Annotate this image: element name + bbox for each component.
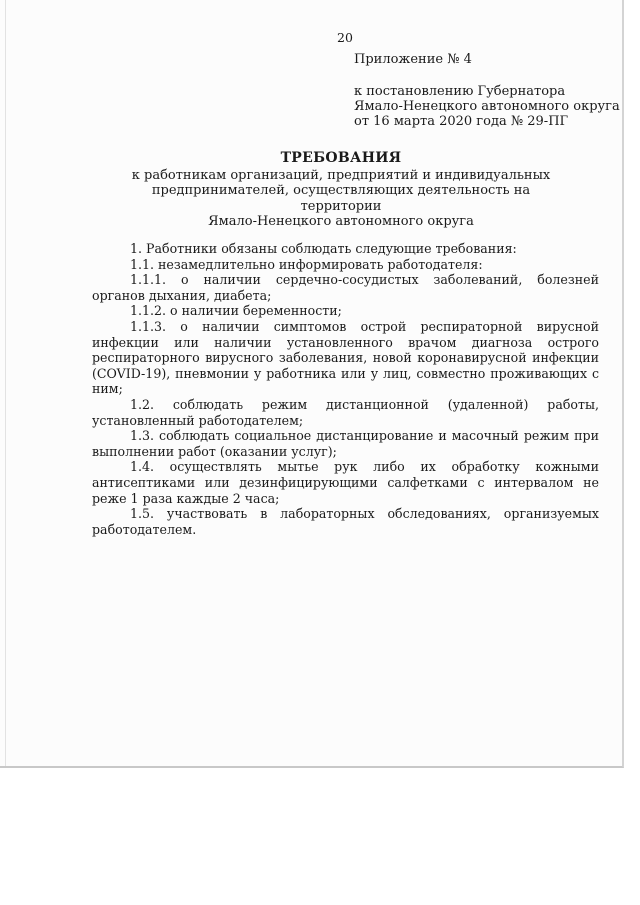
appendix-line: от 16 марта 2020 года № 29-ПГ bbox=[354, 114, 569, 129]
paragraph-1-1-1: 1.1.1. о наличии сердечно-сосудистых заболеваний, болезней органов дыхания, диабета; bbox=[92, 272, 599, 303]
paragraph-1-1: 1.1. незамедлительно информировать работодателя: bbox=[130, 256, 483, 272]
paragraph-1-4: 1.4. осуществлять мытье рук либо их обработку кожными антисептиками или дезинфицирующими салфетками с интервалом не реже 1 раза каждые 2 часа; bbox=[92, 459, 599, 506]
document-body bbox=[92, 241, 599, 537]
appendix-block bbox=[354, 52, 620, 129]
paragraph-1-1-2: 1.1.2. о наличии беременности; bbox=[130, 303, 342, 319]
paragraph-1-1-3: 1.1.3. о наличии симптомов острой респираторной вирусной инфекции или наличии установленного врачом диагноза острого респираторного вирусного заболевания, новой коронавирусной инфекции (COVID-19), пневмонии у работника или у лиц, совместно проживающих с ним; bbox=[92, 318, 599, 397]
heading-line: к работникам организаций, предприятий и индивидуальных bbox=[131, 167, 551, 183]
document-heading bbox=[110, 151, 572, 230]
heading-line: Ямало-Ненецкого автономного округа bbox=[208, 214, 474, 229]
appendix-line: Ямало-Ненецкого автономного округа bbox=[354, 99, 620, 114]
paragraph-1-2: 1.2. соблюдать режим дистанционной (удаленной) работы, установленный работодателем; bbox=[92, 396, 599, 428]
page-number: 20 bbox=[337, 30, 353, 45]
heading-line: предпринимателей, осуществляющих деятельность на территории bbox=[151, 183, 531, 214]
paragraph-1-3: 1.3. соблюдать социальное дистанцирование и масочный режим при выполнении работ (оказании услуг); bbox=[92, 428, 599, 459]
appendix-title: Приложение № 4 bbox=[354, 52, 472, 67]
appendix-line: к постановлению Губернатора bbox=[354, 84, 566, 99]
paragraph-1-5: 1.5. участвовать в лабораторных обследованиях, организуемых работодателем. bbox=[92, 506, 599, 537]
paragraph-1: 1. Работники обязаны соблюдать следующие требования: bbox=[130, 241, 517, 256]
document-title: ТРЕБОВАНИЯ bbox=[280, 150, 402, 166]
